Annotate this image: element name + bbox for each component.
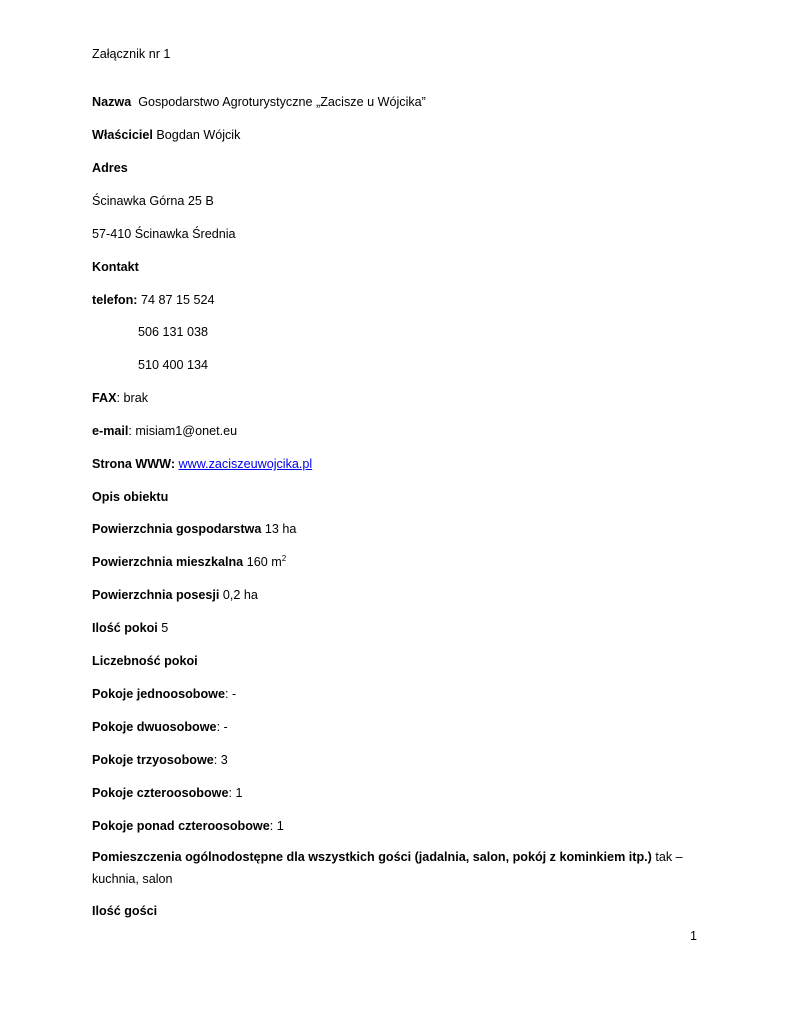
phone-row: [92, 292, 215, 308]
property-area-value: 0,2 ha: [222, 588, 258, 602]
large-rooms-label: Pokoje ponad czteroosobowe: [92, 819, 270, 833]
fax-row: [92, 390, 148, 406]
farm-area-row: [92, 521, 296, 537]
quad-rooms-label: Pokoje czteroosobowe: [92, 786, 229, 800]
common-areas-value: tak – kuchnia, salon: [92, 850, 683, 886]
fax-value: : brak: [116, 391, 148, 405]
farm-area-label: Powierzchnia gospodarstwa: [92, 522, 262, 536]
farm-area-value: 13 ha: [264, 522, 297, 536]
owner-value: Bogdan Wójcik: [156, 128, 241, 142]
address-label: Adres: [92, 161, 128, 175]
rooms-count-value: 5: [161, 621, 169, 635]
common-areas-label: Pomieszczenia ogólnodostępne dla wszystkich gości (jadalnia, salon, pokój z kominkiem itp.): [92, 850, 652, 864]
quad-rooms-value: : 1: [228, 786, 243, 800]
double-rooms-row: [92, 719, 228, 735]
phone-value-3: 510 400 134: [138, 358, 209, 372]
single-rooms-value: : -: [224, 687, 237, 701]
contact-label: Kontakt: [92, 260, 139, 274]
triple-rooms-value: : 3: [213, 753, 228, 767]
www-label: Strona WWW:: [92, 457, 176, 471]
living-area-superscript: 2: [281, 553, 287, 563]
phone-label: telefon:: [92, 293, 138, 307]
name-value: Gospodarstwo Agroturystyczne „Zacisze u Wójcika”: [138, 95, 426, 109]
address-line-1: Ścinawka Górna 25 B: [92, 194, 214, 208]
phone-value-2: 506 131 038: [138, 325, 209, 339]
address-line-2: 57-410 Ścinawka Średnia: [92, 227, 236, 241]
fax-label: FAX: [92, 391, 117, 405]
rooms-count-row: [92, 620, 168, 636]
email-value: : misiam1@onet.eu: [128, 424, 238, 438]
double-rooms-label: Pokoje dwuosobowe: [92, 720, 217, 734]
email-label: e-mail: [92, 424, 129, 438]
email-row: [92, 423, 237, 439]
www-row: [92, 456, 312, 472]
living-area-value: 160 m: [246, 555, 282, 569]
living-area-label: Powierzchnia mieszkalna: [92, 555, 244, 569]
name-row: [92, 94, 426, 110]
double-rooms-value: : -: [216, 720, 228, 734]
quad-rooms-row: [92, 785, 242, 801]
page-number: 1: [690, 929, 698, 943]
rooms-count-label: Ilość pokoi: [92, 621, 158, 635]
large-rooms-value: : 1: [269, 819, 284, 833]
single-rooms-label: Pokoje jednoosobowe: [92, 687, 225, 701]
www-link[interactable]: www.zaciszeuwojcika.pl: [178, 457, 313, 471]
attachment-heading: Załącznik nr 1: [92, 47, 171, 61]
name-label: Nazwa: [92, 95, 132, 109]
single-rooms-row: [92, 686, 236, 702]
common-areas-row: [92, 846, 692, 890]
property-area-row: [92, 587, 258, 603]
rooms-size-label: Liczebność pokoi: [92, 654, 198, 668]
large-rooms-row: [92, 818, 284, 834]
living-area-row: [92, 554, 286, 570]
description-label: Opis obiektu: [92, 490, 169, 504]
phone-value-1: 74 87 15 524: [140, 293, 215, 307]
owner-label: Właściciel: [92, 128, 153, 142]
guests-label: Ilość gości: [92, 904, 158, 918]
property-area-label: Powierzchnia posesji: [92, 588, 220, 602]
triple-rooms-row: [92, 752, 228, 768]
triple-rooms-label: Pokoje trzyosobowe: [92, 753, 214, 767]
owner-row: [92, 127, 240, 143]
